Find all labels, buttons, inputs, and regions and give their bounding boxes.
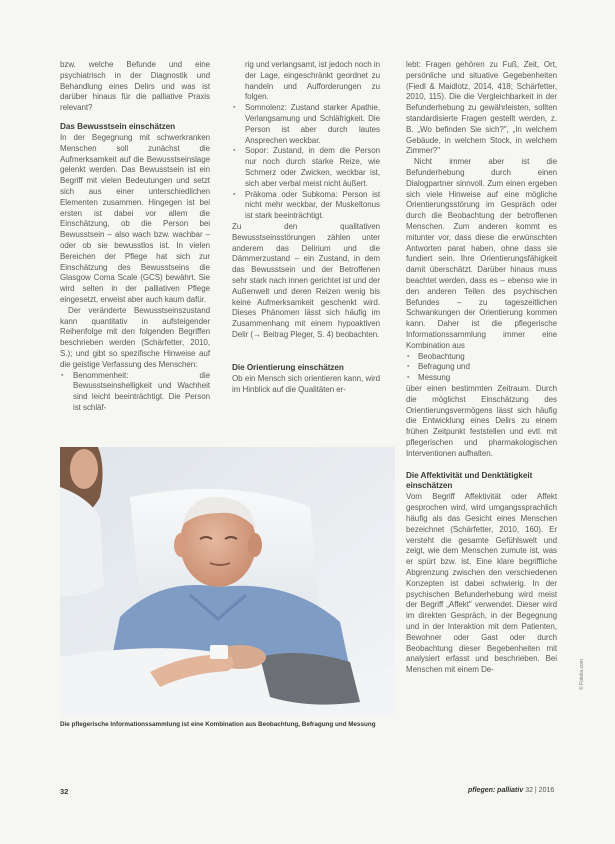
list-item: ▪ Präkoma oder Subkoma: Person ist nicht mehr weckbar, der Muskeltonus ist stark beeinträchtigt. (232, 190, 380, 222)
text-column-1 (60, 60, 210, 414)
text-column-3 (406, 60, 557, 676)
list-item: ▪ Messung (406, 373, 557, 384)
paragraph: Vom Begriff Affektivität oder Affekt gesprochen wird, wird umgangssprachlich häufig als das Gesicht eines Menschen bezeichnet (Schärfetter, 2010, 160). Er versteht die gesamte Gefühlswelt und zeigt, wie dem Menschen zumute ist, was er spürt bzw. ist. Eine klare begriffliche Abgrenzung zwischen den verschiedenen Konzepten ist dabei schwierig. In der psychischen Befunderhebung wird meist der Begriff „Affekt" verwendet. Dieser wird im direkten Gespräch, in der Begegnung und in der Interaktion mit dem Patienten, Bewohner oder Gast oder durch Beobachtung dieser Begebenheiten mit analysiert erfasst und beschrieben. Bei Menschen mit einem De- (406, 492, 557, 675)
journal-name: pflegen: palliativ (468, 787, 524, 794)
paragraph: lebt: Fragen gehören zu Fuß, Zeit, Ort, persönliche und situative Gegebenheiten (Fiedl & Maidlotz, 2014, 418; Schärfetter, 2010, 115). Die die Vergleichbarkeit in der Befunderhebung zu gewährleisten, sollten standardisierte Fragen gestellt werden, z. B. „Wo befinden Sie sich?", „In welchem Gebäude, in welchem Stock, in welchem Zimmer?" (406, 60, 557, 156)
paragraph: rig und verlangsamt, ist jedoch noch in der Lage, eingeschränkt geordnet zu handeln und Aufforderungen zu folgen. (245, 60, 380, 102)
issue-number: 32 | 2016 (525, 787, 555, 794)
bullet-list (406, 352, 557, 384)
paragraph: bzw. welche Befunde und eine psychiatrisch in der Diagnostik und Behandlung eines Delirs und was ist darüber hinaus für die palliative Praxis relevant? (60, 60, 210, 113)
journal-footer (468, 787, 554, 794)
paragraph: In der Begegnung mit schwerkranken Menschen soll zunächst die Aufmerksamkeit auf die Bewusstseinslage gelenkt werden. Das Bewusstsein ist ein Begriff mit vielen Bedeutungen und setzt sich aus einer unterschiedlichen Elementen zusammen. Hingegen ist bei ersten ist dabei vor allem die Einschätzung, ob die Person bei Bewusstsein – also wach bzw. wachbar – oder ob sie bewusstlos ist. In vielen Bereichen der Pflege hat sich zur Einschätzung des Bewusstseins die Glasgow Coma Scale (GCS) bewährt. Sie wird selten in der palliativen Pflege eingesetzt, erweist aber auch kaum dafür. (60, 132, 210, 304)
section-heading-consciousness: Das Bewusstsein einschätzen (60, 121, 176, 131)
paragraph: Ob ein Mensch sich orientieren kann, wird im Hinblick auf die Qualitäten er- (232, 373, 380, 394)
photo-credit: © Fotolia.com (579, 659, 585, 690)
section-heading-affectivity: Die Affektivität und Denktätigkeit einschätzen (406, 471, 533, 491)
bullet-list (232, 103, 380, 222)
page-number: 32 (60, 787, 69, 796)
bullet-list (60, 371, 210, 414)
list-item: ▪ Sopor: Zustand, in dem die Person nur noch durch starke Reize, wie Schmerz oder Zwicken, weckbar ist, sich aber verbal meist nicht äußert. (232, 146, 380, 189)
text-column-2 (232, 60, 380, 395)
list-item: ▪ Somnolenz: Zustand starker Apathie, Verlangsamung und Schläfrigkeit. Die Person ist aber durch lautes Ansprechen weckbar. (232, 103, 380, 146)
patient-illustration (60, 447, 395, 717)
list-item: ▪ Beobachtung (406, 352, 557, 363)
section-heading-orientation: Die Orientierung einschätzen (232, 362, 344, 372)
paragraph: Nicht immer aber ist die Befunderhebung durch einen Dialogpartner sinnvoll. Zum einen ergeben sich viele Hinweise auf eine mögliche Orientierungsstörung im Gespräch oder durch die Beobachtung der betroffenen Menschen. Zum anderen kommt es mitunter vor, dass diese die erwünschten Antworten parat haben, ohne dass sie fundiert sein. Ihre Orientierungsfähigkeit damit überschätzt. Darüber hinaus muss beachtet werden, dass es – ebenso wie in den anderen Teilen des psychischen Befundes – zu tageszeitlichen Schwankungen der Orientierung kommen kann. Daher ist die pflegerische Informationssammlung immer eine Kombination aus (406, 157, 557, 350)
photo-patient-in-bed (60, 447, 395, 717)
paragraph: Zu den qualitativen Bewusstseinsstörungen zählen unter anderem das Delirium und die Dämmerzustand – ein Zustand, in dem das Bewusstsein und der Betroffenen sehr stark nach innen gerichtet ist und der Außenwelt und deren Reizen wenig bis keine Aufmerksamkeit geschenkt wird. Dieses Phänomen lässt sich häufig im Zusammenhang mit einem hypoaktiven Delir (→ Beitrag Pleger, S. 4) beobachten. (232, 221, 380, 339)
list-item: ▪ Benommenheit: die Bewusstseinshelligkeit und Wachheit sind leicht beeinträchtigt. Die Person ist schläf- (60, 371, 210, 414)
paragraph: über einen bestimmten Zeitraum. Durch die möglichst Einschätzung des Orientierungsvermögens lässt sich häufig die Entwicklung eines Delirs zu einem frühen Zeitpunkt feststellen und evtl. mit pflegerischen und pharmakologischen Interventionen aufhalten. (406, 383, 557, 458)
image-caption: Die pflegerische Informationssammlung ist eine Kombination aus Beobachtung, Befragung und Messung (60, 721, 376, 728)
list-item: ▪ Befragung und (406, 362, 557, 373)
paragraph: Der veränderte Bewusstseinszustand kann quantitativ in aufsteigender Reihenfolge mit den folgenden Begriffen beschrieben werden (Schärfetter, 2010, S.); und gibt so spezifische Hinweise auf die geistige Verfassung des Menschen: (60, 305, 210, 369)
